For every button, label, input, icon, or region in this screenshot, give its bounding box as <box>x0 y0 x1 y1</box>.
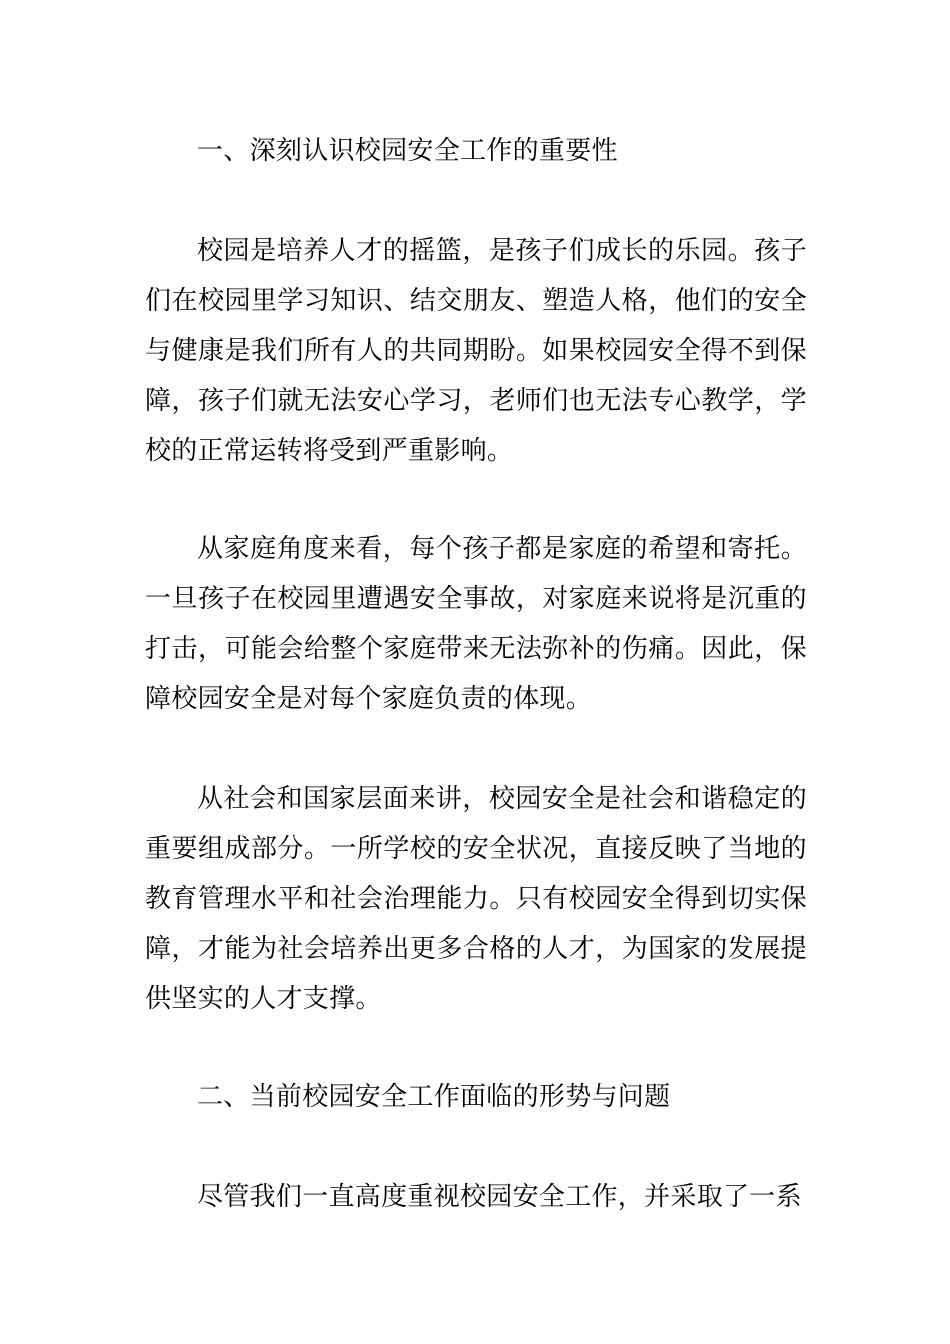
paragraph-campus-importance: 校园是培养人才的摇篮，是孩子们成长的乐园。孩子们在校园里学习知识、结交朋友、塑造人格，他们的安全与健康是我们所有人的共同期盼。如果校园安全得不到保障，孩子们就无法安心学习，老师们也无法专心教学，学校的正常运转将受到严重影响。 <box>145 236 807 466</box>
paragraph-current-situation: 尽管我们一直高度重视校园安全工作，并采取了一系 <box>197 1182 802 1212</box>
paragraph-family-perspective: 从家庭角度来看，每个孩子都是家庭的希望和寄托。一旦孩子在校园里遭遇安全事故，对家庭来说将是沉重的打击，可能会给整个家庭带来无法弥补的伤痛。因此，保障校园安全是对每个家庭负责的体现。 <box>145 534 807 714</box>
paragraph-society-perspective: 从社会和国家层面来讲，校园安全是社会和谐稳定的重要组成部分。一所学校的安全状况，直接反映了当地的教育管理水平和社会治理能力。只有校园安全得到切实保障，才能为社会培养出更多合格的人才，为国家的发展提供坚实的人才支撑。 <box>145 784 807 1014</box>
section-heading-1: 一、深刻认识校园安全工作的重要性 <box>197 136 618 166</box>
section-heading-2: 二、当前校园安全工作面临的形势与问题 <box>197 1082 671 1112</box>
